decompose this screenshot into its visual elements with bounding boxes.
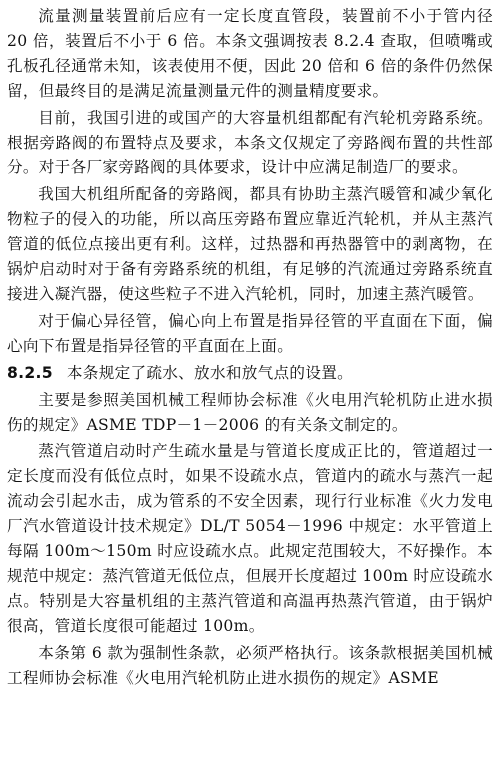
clause-text: 本条规定了疏水、放水和放气点的设置。 (66, 363, 353, 382)
paragraph-flow-measurement: 流量测量装置前后应有一定长度直管段，装置前不小于管内径 20 倍，装置后不小于 6 倍。本条文强调按表 8.2.4 查取，但喷嘴或孔板孔径通常未知，该表使用不便，因此 20 倍和 6 倍的条件仍然保留，但最终目的是满足流量测量元件的测量精度要求。 (7, 7, 493, 100)
document-page (7, 4, 493, 692)
paragraph-bypass-system: 目前，我国引进的或国产的大容量机组都配有汽轮机旁路系统。根据旁路阀的布置特点及要求，本条文仅规定了旁路阀布置的共性部分。对于各厂家旁路阀的具体要求，设计中应满足制造厂的要求。 (7, 108, 493, 177)
clause-heading (7, 361, 493, 386)
clause-number: 8.2.5 (7, 363, 53, 382)
paragraph-drain-points: 蒸汽管道启动时产生疏水量是与管道长度成正比的，管道超过一定长度而没有低位点时，如果不设疏水点，管道内的疏水与蒸汽一起流动会引起水击，成为管系的不安全因素，现行行业标准《火力发电厂汽水管道设计技术规定》DL/T 5054－1996 中规定：水平管道上每隔 100m～150m 时应设疏水点。此规定范围较大，不好操作。本规范中规定：蒸汽管道无低位点，但展开长度超过 100m 时应设疏水点。特别是大容量机组的主蒸汽管道和高温再热蒸汽管道，由于锅炉很高，管道长度很可能超过 100m。 (7, 442, 493, 635)
paragraph-asme-reference: 主要是参照美国机械工程师协会标准《火电用汽轮机防止进水损伤的规定》ASME TDP－1－2006 的有关条文制定的。 (7, 390, 493, 434)
paragraph-mandatory-clause: 本条第 6 款为强制性条款，必须严格执行。该条款根据美国机械工程师协会标准《火电用汽轮机防止进水损伤的规定》ASME (7, 643, 493, 687)
paragraph-eccentric-reducer: 对于偏心异径管，偏心向上布置是指异径管的平直面在下面，偏心向下布置是指异径管的平直面在上面。 (7, 311, 493, 355)
paragraph-bypass-valve-function: 我国大机组所配备的旁路阀，都具有协助主蒸汽暖管和减少氧化物粒子的侵入的功能，所以高压旁路布置应靠近汽轮机，并从主蒸汽管道的低位点接出更有利。这样，过热器和再热器管中的剥离物，在锅炉启动时对于备有旁路系统的机组，有足够的汽流通过旁路系统直接进入凝汽器，使这些粒子不进入汽轮机，同时，加速主蒸汽暖管。 (7, 185, 493, 303)
